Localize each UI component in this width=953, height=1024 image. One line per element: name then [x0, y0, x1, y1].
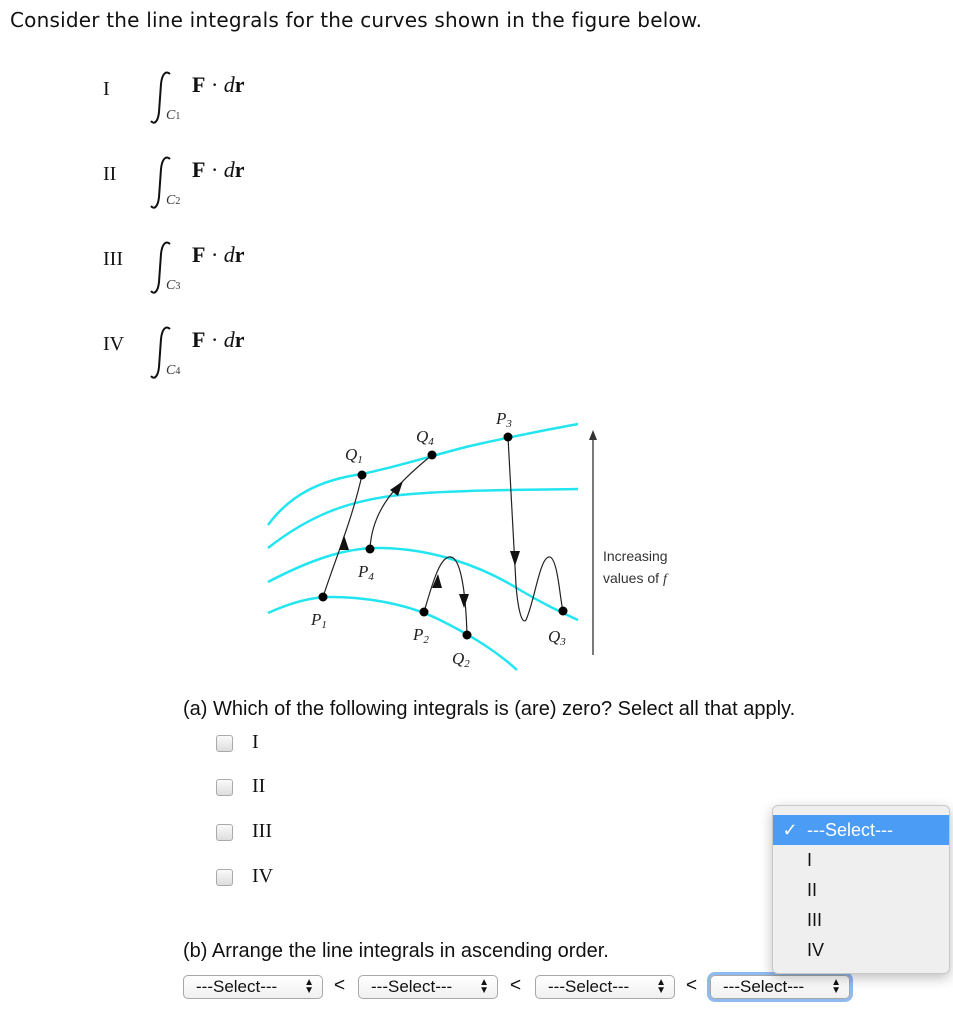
- level-curves-figure: [0, 390, 953, 690]
- dot: ·: [205, 157, 224, 182]
- integral-label: III: [103, 248, 123, 270]
- option-label: ---Select---: [807, 819, 893, 840]
- arrow-C2-down-icon: [459, 594, 469, 608]
- label-Q2: Q2: [452, 649, 470, 670]
- label-Q1: Q1: [345, 445, 363, 466]
- point-Q2: [463, 631, 472, 640]
- dropdown-option-I[interactable]: [773, 845, 949, 875]
- level-curve-4: [268, 597, 517, 670]
- integrand: [192, 157, 245, 183]
- order-select-3[interactable]: [535, 975, 675, 999]
- label-P1: P1: [311, 610, 327, 631]
- checkbox-I[interactable]: [216, 735, 233, 752]
- point-Q1: [358, 471, 367, 480]
- checkbox-label-I: I: [252, 731, 259, 753]
- option-label: III: [807, 909, 823, 930]
- dropdown-option-IV[interactable]: [773, 935, 949, 965]
- select-dropdown-menu: [772, 805, 950, 974]
- checkbox-III[interactable]: [216, 824, 233, 841]
- checkbox-label-IV: IV: [252, 865, 274, 887]
- less-than: <: [686, 975, 698, 996]
- dropdown-option-II[interactable]: [773, 875, 949, 905]
- d: d: [223, 72, 235, 97]
- point-P4: [366, 545, 375, 554]
- option-label: IV: [807, 939, 825, 960]
- label-P3: P3: [496, 409, 512, 430]
- point-P2: [420, 608, 429, 617]
- d: d: [223, 157, 235, 182]
- less-than: <: [510, 975, 522, 996]
- label-P4: P4: [358, 562, 374, 583]
- arrow-C1-icon: [339, 535, 349, 550]
- F: F: [192, 72, 206, 97]
- integral-subscript: C3: [166, 278, 181, 293]
- integrand: [192, 242, 245, 268]
- order-select-2[interactable]: [358, 975, 498, 999]
- paths: [323, 437, 563, 635]
- select-value: ---Select---: [548, 977, 630, 996]
- integrand: [192, 327, 245, 353]
- curve-C1: [323, 475, 362, 597]
- point-P1: [319, 593, 328, 602]
- integrand: [192, 72, 245, 98]
- point-P3: [504, 433, 513, 442]
- F: F: [192, 242, 206, 267]
- dropdown-option-select[interactable]: [773, 815, 949, 845]
- less-than: <: [334, 975, 346, 996]
- d: d: [223, 327, 235, 352]
- point-Q3: [559, 607, 568, 616]
- updown-arrows-icon: ▲ ▼: [656, 977, 666, 996]
- updown-arrows-icon: ▲ ▼: [479, 977, 489, 996]
- checkmark-icon: ✓: [782, 819, 798, 840]
- dot: ·: [205, 327, 224, 352]
- r: r: [234, 327, 245, 352]
- axis-arrow-icon: [589, 430, 597, 440]
- question-text: Consider the line integrals for the curves shown in the figure below.: [10, 8, 703, 32]
- select-value: ---Select---: [723, 977, 805, 996]
- arrow-C3-icon: [510, 551, 520, 566]
- checkbox-label-III: III: [252, 820, 272, 842]
- part-a-prompt: (a) Which of the following integrals is (are) zero? Select all that apply.: [183, 698, 796, 720]
- integral-label: I: [103, 78, 110, 100]
- point-Q4: [428, 451, 437, 460]
- label-Q4: Q4: [416, 427, 434, 448]
- F: F: [192, 327, 206, 352]
- integral-subscript: C4: [166, 363, 181, 378]
- F: F: [192, 157, 206, 182]
- r: r: [234, 157, 245, 182]
- label-P2: P2: [413, 625, 429, 646]
- updown-arrows-icon: ▲ ▼: [304, 977, 314, 996]
- select-value: ---Select---: [196, 977, 278, 996]
- dropdown-option-III[interactable]: [773, 905, 949, 935]
- select-value: ---Select---: [371, 977, 453, 996]
- option-label: II: [807, 879, 818, 900]
- updown-arrows-icon: ▲ ▼: [831, 977, 841, 996]
- label-Q3: Q3: [548, 627, 566, 648]
- level-curve-2: [268, 489, 578, 548]
- integral-subscript: C2: [166, 193, 181, 208]
- dot: ·: [205, 72, 224, 97]
- integral-subscript: C1: [166, 108, 181, 123]
- order-select-4[interactable]: [710, 975, 850, 999]
- r: r: [234, 242, 245, 267]
- r: r: [234, 72, 245, 97]
- integral-label: IV: [103, 333, 125, 355]
- checkbox-label-II: II: [252, 775, 266, 797]
- part-b-prompt: (b) Arrange the line integrals in ascending order.: [183, 940, 609, 962]
- checkbox-IV[interactable]: [216, 869, 233, 886]
- d: d: [223, 242, 235, 267]
- order-select-1[interactable]: [183, 975, 323, 999]
- axis-text-2: values of f: [603, 570, 667, 587]
- checkbox-II[interactable]: [216, 779, 233, 796]
- axis-text-1: Increasing: [603, 548, 668, 564]
- curve-C3: [508, 437, 563, 621]
- integral-label: II: [103, 163, 117, 185]
- option-label: I: [807, 849, 813, 870]
- dot: ·: [205, 242, 224, 267]
